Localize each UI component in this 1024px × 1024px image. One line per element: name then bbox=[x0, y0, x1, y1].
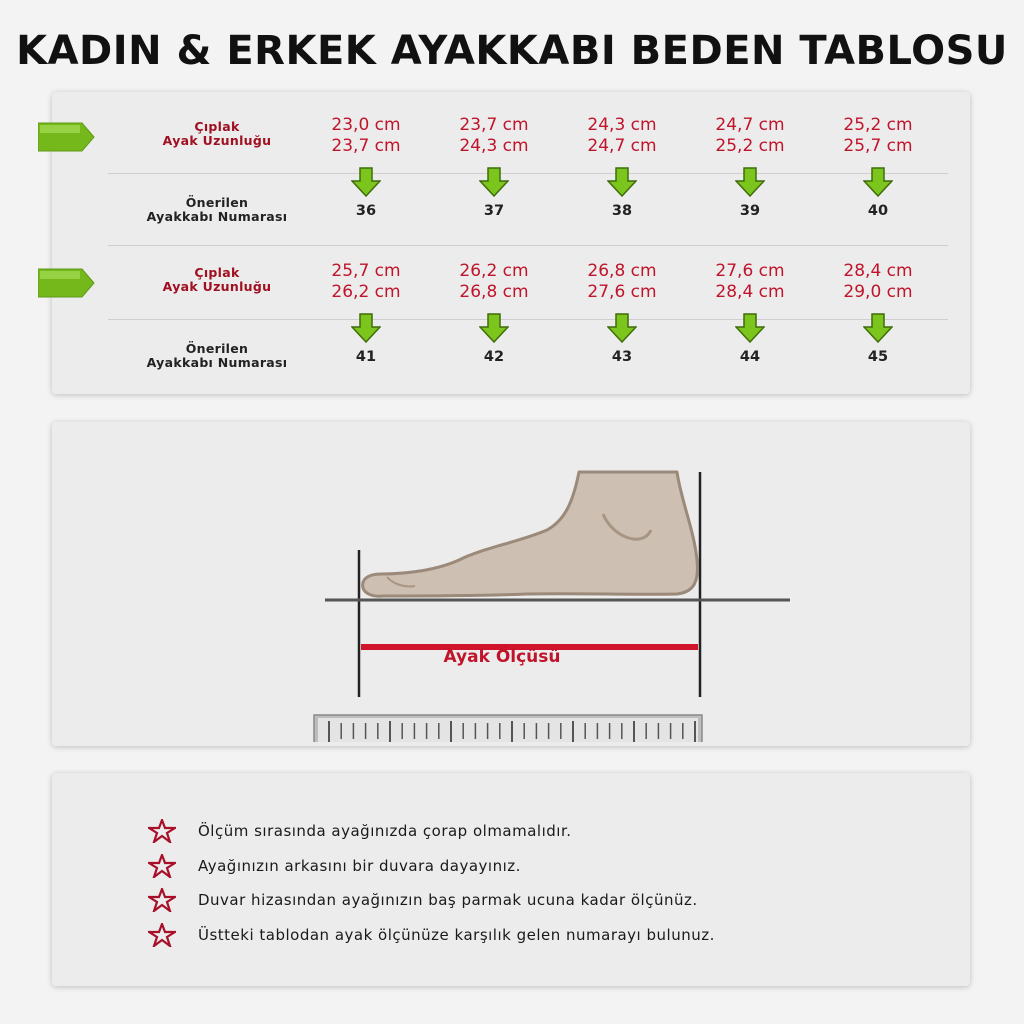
foot-length-range bbox=[301, 115, 431, 157]
shoe-size-label-line1: Önerilen bbox=[185, 195, 249, 210]
shoe-size-value: 45 bbox=[867, 349, 889, 365]
red-star-icon bbox=[148, 854, 176, 878]
shoe-size-label bbox=[102, 196, 332, 224]
foot-length-range bbox=[301, 261, 431, 303]
foot-length-max: 26,8 cm bbox=[459, 282, 529, 302]
shoe-size-value: 36 bbox=[355, 203, 377, 219]
shoe-size-label-line2: Ayakkabı Numarası bbox=[146, 355, 288, 370]
green-tag-icon bbox=[38, 120, 96, 154]
shoe-size-value: 40 bbox=[867, 203, 889, 219]
foot-length-range bbox=[813, 115, 943, 157]
foot-length-min: 25,2 cm bbox=[843, 115, 913, 135]
green-down-arrow-icon bbox=[735, 167, 765, 197]
foot-length-min: 24,3 cm bbox=[587, 115, 657, 135]
instruction-text: Ölçüm sırasında ayağınızda çorap olmamalıdır. bbox=[198, 822, 572, 840]
green-down-arrow-icon bbox=[351, 167, 381, 197]
foot-length-range bbox=[429, 261, 559, 303]
instructions-panel bbox=[52, 773, 970, 986]
instruction-item bbox=[148, 922, 715, 948]
foot-length-min: 24,7 cm bbox=[715, 115, 785, 135]
foot-length-min: 23,7 cm bbox=[459, 115, 529, 135]
shoe-size-label bbox=[102, 342, 332, 370]
shoe-size-value: 39 bbox=[739, 203, 761, 219]
instruction-item bbox=[148, 887, 698, 913]
green-down-arrow-icon bbox=[607, 313, 637, 343]
foot-length-min: 27,6 cm bbox=[715, 261, 785, 281]
green-tag-icon bbox=[38, 266, 96, 300]
ruler-icon bbox=[314, 715, 702, 742]
foot-length-max: 24,7 cm bbox=[587, 136, 657, 156]
green-down-arrow-icon bbox=[735, 313, 765, 343]
instruction-item bbox=[148, 818, 572, 844]
foot-measurement-illustration bbox=[257, 442, 817, 742]
foot-length-range bbox=[557, 115, 687, 157]
green-down-arrow-icon bbox=[607, 167, 637, 197]
instruction-text: Ayağınızın arkasını bir duvara dayayınız. bbox=[198, 856, 521, 875]
shoe-size-value: 38 bbox=[611, 203, 633, 219]
page-title: KADIN & ERKEK AYAKKABI BEDEN TABLOSU bbox=[16, 28, 1008, 74]
shoe-size-label-line2: Ayakkabı Numarası bbox=[146, 209, 288, 224]
instruction-item bbox=[148, 853, 521, 879]
foot-length-min: 26,8 cm bbox=[587, 261, 657, 281]
foot-length-range bbox=[429, 115, 559, 157]
instruction-text: Üstteki tablodan ayak ölçünüze karşılık gelen numarayı bulunuz. bbox=[198, 925, 715, 944]
group-separator bbox=[108, 245, 948, 246]
shoe-size-value: 42 bbox=[483, 349, 505, 365]
green-down-arrow-icon bbox=[351, 313, 381, 343]
foot-length-max: 28,4 cm bbox=[715, 282, 785, 302]
foot-length-min: 23,0 cm bbox=[331, 115, 401, 135]
foot-length-label-line1: Çıplak bbox=[194, 119, 240, 134]
foot-length-label bbox=[102, 266, 332, 294]
foot-length-max: 29,0 cm bbox=[843, 282, 913, 302]
shoe-size-value: 44 bbox=[739, 349, 761, 365]
foot-length-max: 23,7 cm bbox=[331, 136, 401, 156]
foot-length-label-line2: Ayak Uzunluğu bbox=[162, 133, 272, 148]
measure-label: Ayak Ölçüsü bbox=[443, 647, 561, 667]
foot-length-label-line2: Ayak Uzunluğu bbox=[162, 279, 272, 294]
red-star-icon bbox=[148, 819, 176, 843]
green-down-arrow-icon bbox=[479, 167, 509, 197]
row-separator bbox=[108, 173, 948, 174]
foot-length-max: 27,6 cm bbox=[587, 282, 657, 302]
foot-length-label bbox=[102, 120, 332, 148]
foot-length-range bbox=[557, 261, 687, 303]
red-star-icon bbox=[148, 888, 176, 912]
green-down-arrow-icon bbox=[863, 167, 893, 197]
foot-length-max: 24,3 cm bbox=[459, 136, 529, 156]
foot-length-min: 28,4 cm bbox=[843, 261, 913, 281]
shoe-size-value: 43 bbox=[611, 349, 633, 365]
measurement-diagram-panel bbox=[52, 422, 970, 746]
foot-length-max: 25,2 cm bbox=[715, 136, 785, 156]
shoe-size-label-line1: Önerilen bbox=[185, 341, 249, 356]
foot-length-max: 26,2 cm bbox=[331, 282, 401, 302]
foot-length-range bbox=[685, 115, 815, 157]
foot-length-range bbox=[813, 261, 943, 303]
foot-length-label-line1: Çıplak bbox=[194, 265, 240, 280]
foot-length-range bbox=[685, 261, 815, 303]
shoe-size-value: 37 bbox=[483, 203, 505, 219]
foot-length-min: 26,2 cm bbox=[459, 261, 529, 281]
red-star-icon bbox=[148, 923, 176, 947]
green-down-arrow-icon bbox=[479, 313, 509, 343]
instruction-text: Duvar hizasından ayağınızın baş parmak ucuna kadar ölçünüz. bbox=[198, 891, 698, 909]
foot-length-max: 25,7 cm bbox=[843, 136, 913, 156]
size-table-panel bbox=[52, 92, 970, 394]
row-separator bbox=[108, 319, 948, 320]
shoe-size-value: 41 bbox=[355, 349, 377, 365]
green-down-arrow-icon bbox=[863, 313, 893, 343]
foot-length-min: 25,7 cm bbox=[331, 261, 401, 281]
